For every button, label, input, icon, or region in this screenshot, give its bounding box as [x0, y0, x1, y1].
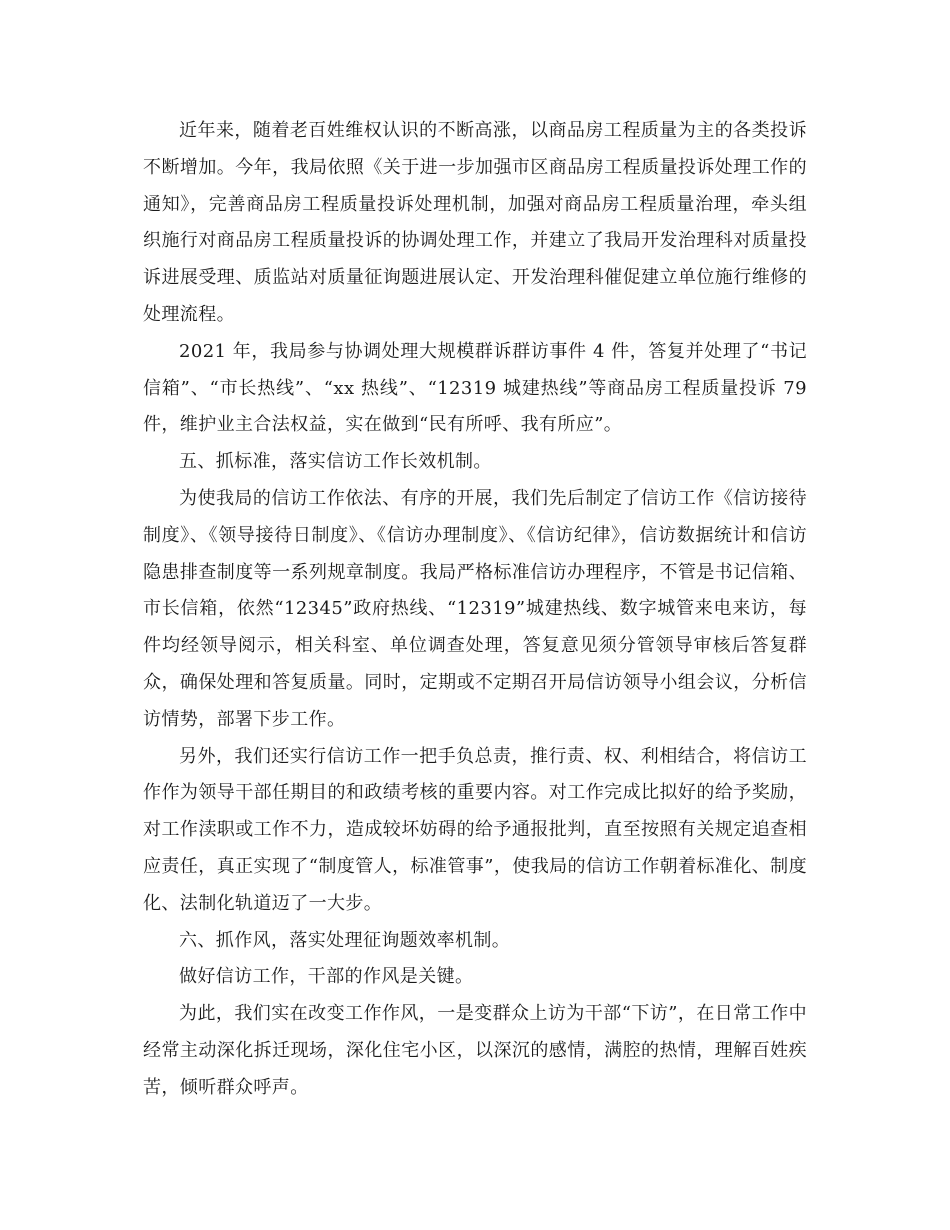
- paragraph-field-visits: 为此，我们实在改变工作作风，一是变群众上访为干部“下访”，在日常工作中经常主动深化拆迁现场，深化住宅小区，以深沉的感情，满腔的热情，理解百姓疾苦，倾听群众呼声。: [143, 1003, 807, 1098]
- paragraph-responsibility: 另外，我们还实行信访工作一把手负总责，推行责、权、利相结合，将信访工作作为领导干部任期目的和政绩考核的重要内容。对工作完成比拟好的给予奖励，对工作渎职或工作不力，造成较坏妨碍的给予通报批判，直至按照有关规定追查相应责任，真正实现了“制度管人，标准管事”，使我局的信访工作朝着标准化、制度化、法制化轨道迈了一大步。: [143, 745, 807, 914]
- paragraph-work-style: 做好信访工作，干部的作风是关键。: [179, 966, 474, 988]
- section-heading-five: 五、抓标准，落实信访工作长效机制。: [179, 451, 492, 473]
- paragraph-2021-statistics: 2021 年，我局参与协调处理大规模群诉群访事件 4 件，答复并处理了“书记信箱”、“市长热线”、“xx 热线”、“12319 城建热线”等商品房工程质量投诉 79 件，维护业主合法权益，实在做到“民有所呼、我有所应”。: [143, 340, 807, 436]
- paragraph-complaints-overview: 近年来，随着老百姓维权认识的不断高涨，以商品房工程质量为主的各类投诉不断增加。今年，我局依照《关于进一步加强市区商品房工程质量投诉处理工作的通知》，完善商品房工程质量投诉处理机制，加强对商品房工程质量治理，牵头组织施行对商品房工程质量投诉的协调处理工作，并建立了我局开发治理科对质量投诉进展受理、质监站对质量征询题进展认定、开发治理科催促建立单位施行维修的处理流程。: [143, 120, 807, 325]
- section-heading-six: 六、抓作风，落实处理征询题效率机制。: [179, 929, 511, 951]
- paragraph-regulations: 为使我局的信访工作依法、有序的开展，我们先后制定了信访工作《信访接待制度》、《领导接待日制度》、《信访办理制度》、《信访纪律》，信访数据统计和信访隐患排查制度等一系列规章制度。我局严格标准信访办理程序，不管是书记信箱、市长信箱，依然“12345”政府热线、“12319”城建热线、数字城管来电来访，每件均经领导阅示，相关科室、单位调查处理，答复意见须分管领导审核后答复群众，确保处理和答复质量。同时，定期或不定期召开局信访领导小组会议，分析信访情势，部署下步工作。: [143, 487, 807, 730]
- document-body: [143, 113, 807, 1107]
